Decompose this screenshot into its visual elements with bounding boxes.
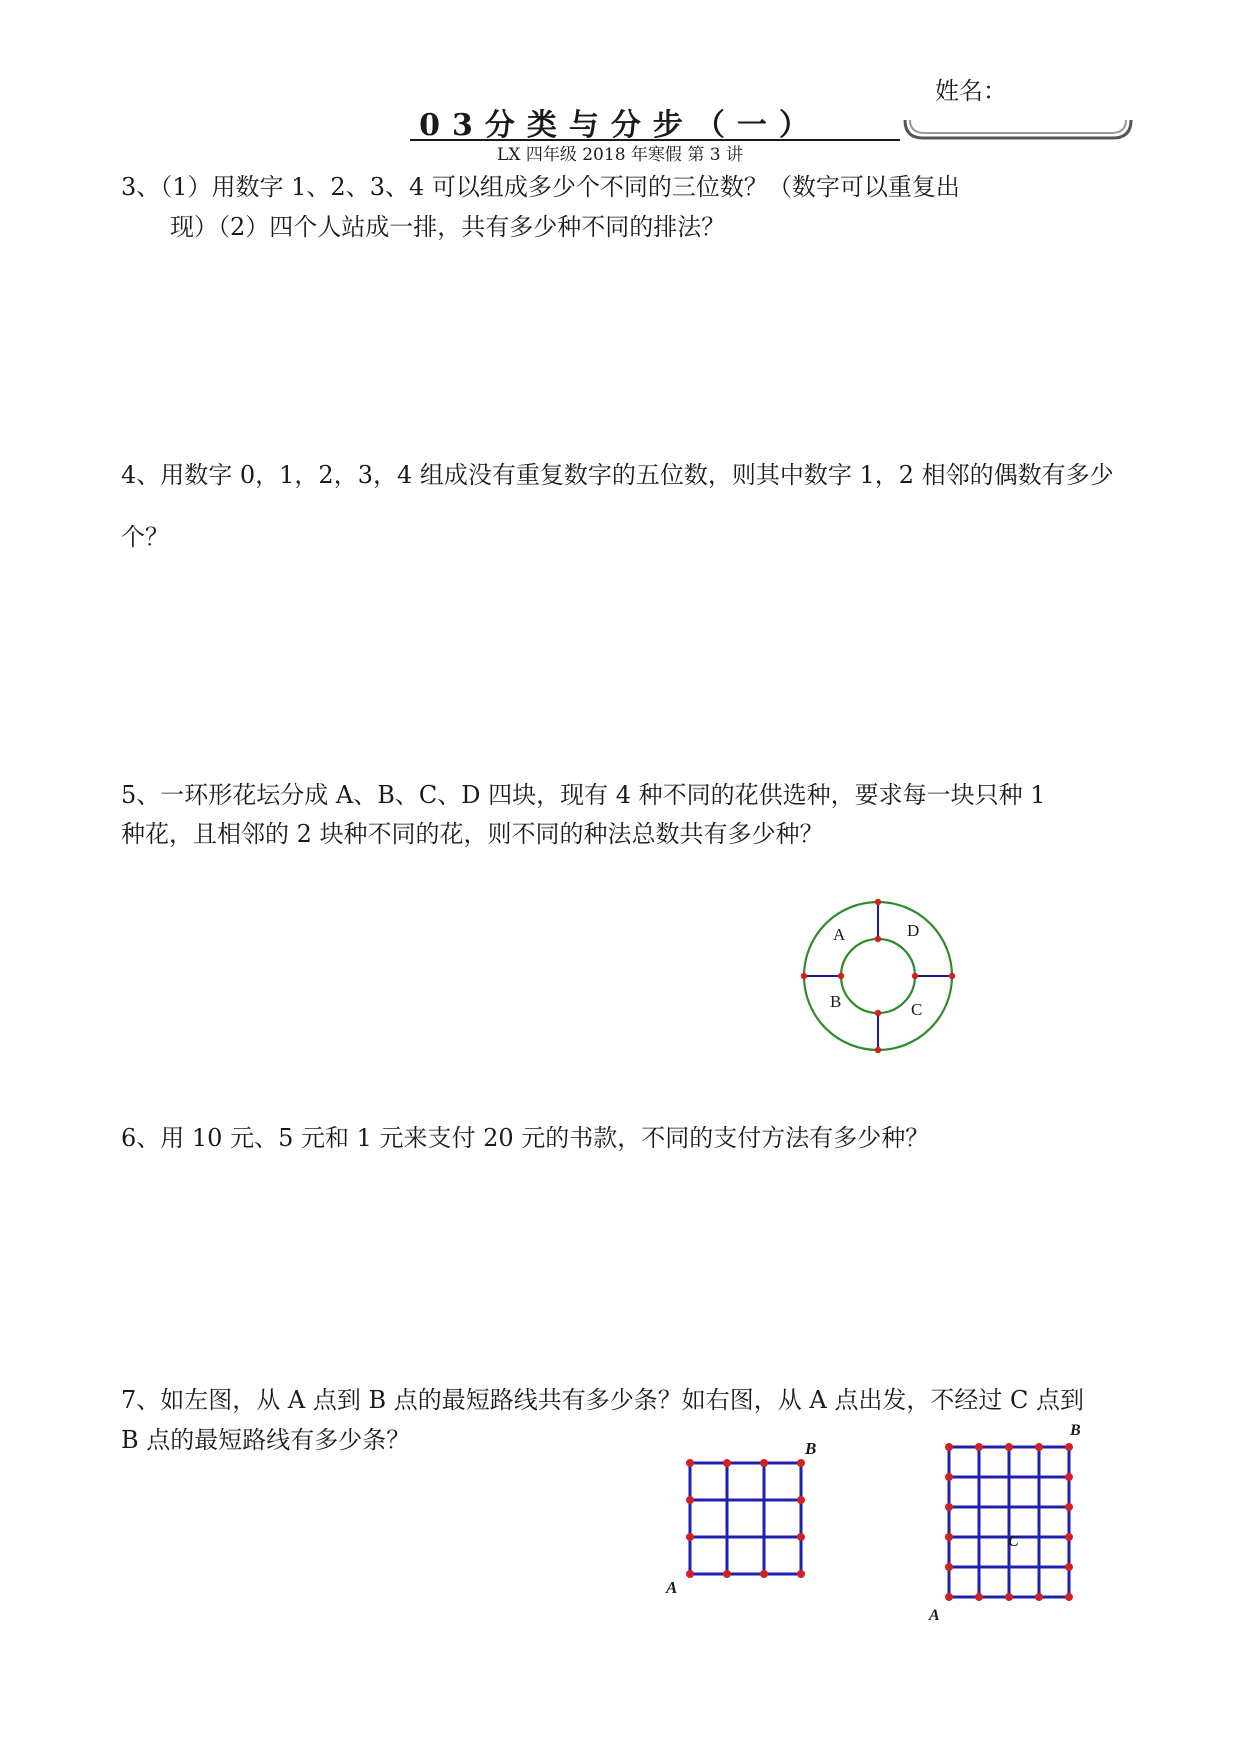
grid-point <box>945 1563 953 1571</box>
grid-point <box>1065 1563 1073 1571</box>
ring-point <box>912 973 918 979</box>
ring-point <box>949 973 955 979</box>
grid-point <box>1035 1593 1043 1601</box>
grid-point <box>797 1459 805 1467</box>
grid-point <box>975 1593 983 1601</box>
grid-point <box>1065 1443 1073 1451</box>
grid-point <box>1065 1533 1073 1541</box>
ring-point <box>838 973 844 979</box>
grid-point <box>723 1570 731 1578</box>
left-grid-label-b: B <box>805 1439 817 1458</box>
grid-point <box>797 1533 805 1541</box>
grid-point <box>1065 1473 1073 1481</box>
page-subtitle: LX 四年级 2018 年寒假 第 3 讲 <box>497 145 743 165</box>
right-grid-label-a: A <box>929 1607 940 1624</box>
right-grid-label-c: C <box>1008 1533 1019 1550</box>
region-label-a: A <box>833 925 846 944</box>
ring-point <box>801 973 807 979</box>
question-5-line-2: 种花，且相邻的 2 块种不同的花，则不同的种法总数共有多少种？ <box>121 820 824 848</box>
question-7-line-2: B 点的最短路线有多少条？ <box>121 1426 411 1454</box>
grid-point <box>1065 1593 1073 1601</box>
grid-point <box>686 1533 694 1541</box>
inner-circle <box>841 939 915 1013</box>
left-grid-lines <box>690 1463 801 1574</box>
ring-point <box>875 1010 881 1016</box>
right-grid-lines <box>949 1447 1069 1597</box>
right-grid-figure <box>920 1420 1095 1625</box>
grid-point <box>945 1593 953 1601</box>
question-6-line-1: 6、用 10 元、5 元和 1 元来支付 20 元的书款，不同的支付方法有多少种？ <box>121 1124 930 1152</box>
region-label-d: D <box>907 921 920 940</box>
region-label-b: B <box>830 992 842 1011</box>
ring-garden-figure <box>790 890 970 1070</box>
question-7-line-1: 7、如左图，从 A 点到 B 点的最短路线共有多少条？如右图，从 A 点出发，不经过 C 点到 <box>121 1386 1084 1414</box>
grid-point <box>1005 1443 1013 1451</box>
grid-point <box>797 1496 805 1504</box>
grid-point <box>945 1533 953 1541</box>
grid-point <box>686 1496 694 1504</box>
question-3-line-2: 现）（2）四个人站成一排，共有多少种不同的排法？ <box>170 213 726 241</box>
grid-point <box>760 1570 768 1578</box>
ring-point <box>875 899 881 905</box>
grid-point <box>686 1570 694 1578</box>
question-4-line-2: 个？ <box>121 523 169 551</box>
left-grid-points <box>686 1459 805 1578</box>
question-5-line-1: 5、一环形花坛分成 A、B、C、D 四块，现有 4 种不同的花供选种，要求每一块只种 1 <box>121 781 1046 809</box>
grid-point <box>1005 1593 1013 1601</box>
grid-point <box>945 1503 953 1511</box>
name-field-underline[interactable] <box>903 118 1133 142</box>
grid-point <box>686 1459 694 1467</box>
grid-point <box>945 1473 953 1481</box>
ring-point <box>875 936 881 942</box>
grid-point <box>945 1443 953 1451</box>
grid-point <box>723 1459 731 1467</box>
region-label-c: C <box>911 1000 923 1019</box>
question-4-line-1: 4、用数字 0，1，2，3，4 组成没有重复数字的五位数，则其中数字 1，2 相邻的偶数有多少 <box>121 461 1114 489</box>
right-grid-label-b: B <box>1070 1422 1081 1439</box>
grid-point <box>1035 1443 1043 1451</box>
ring-point <box>875 1047 881 1053</box>
grid-point <box>1065 1503 1073 1511</box>
grid-point <box>975 1443 983 1451</box>
page-title: 03分类与分步（一） <box>419 108 821 143</box>
left-grid-figure <box>660 1435 830 1600</box>
grid-point <box>797 1570 805 1578</box>
left-grid-label-a: A <box>666 1578 678 1597</box>
grid-point <box>760 1459 768 1467</box>
name-label: 姓名： <box>935 77 1007 105</box>
question-3-line-1: 3、（1）用数字 1、2、3、4 可以组成多少个不同的三位数？（数字可以重复出 <box>121 173 960 201</box>
